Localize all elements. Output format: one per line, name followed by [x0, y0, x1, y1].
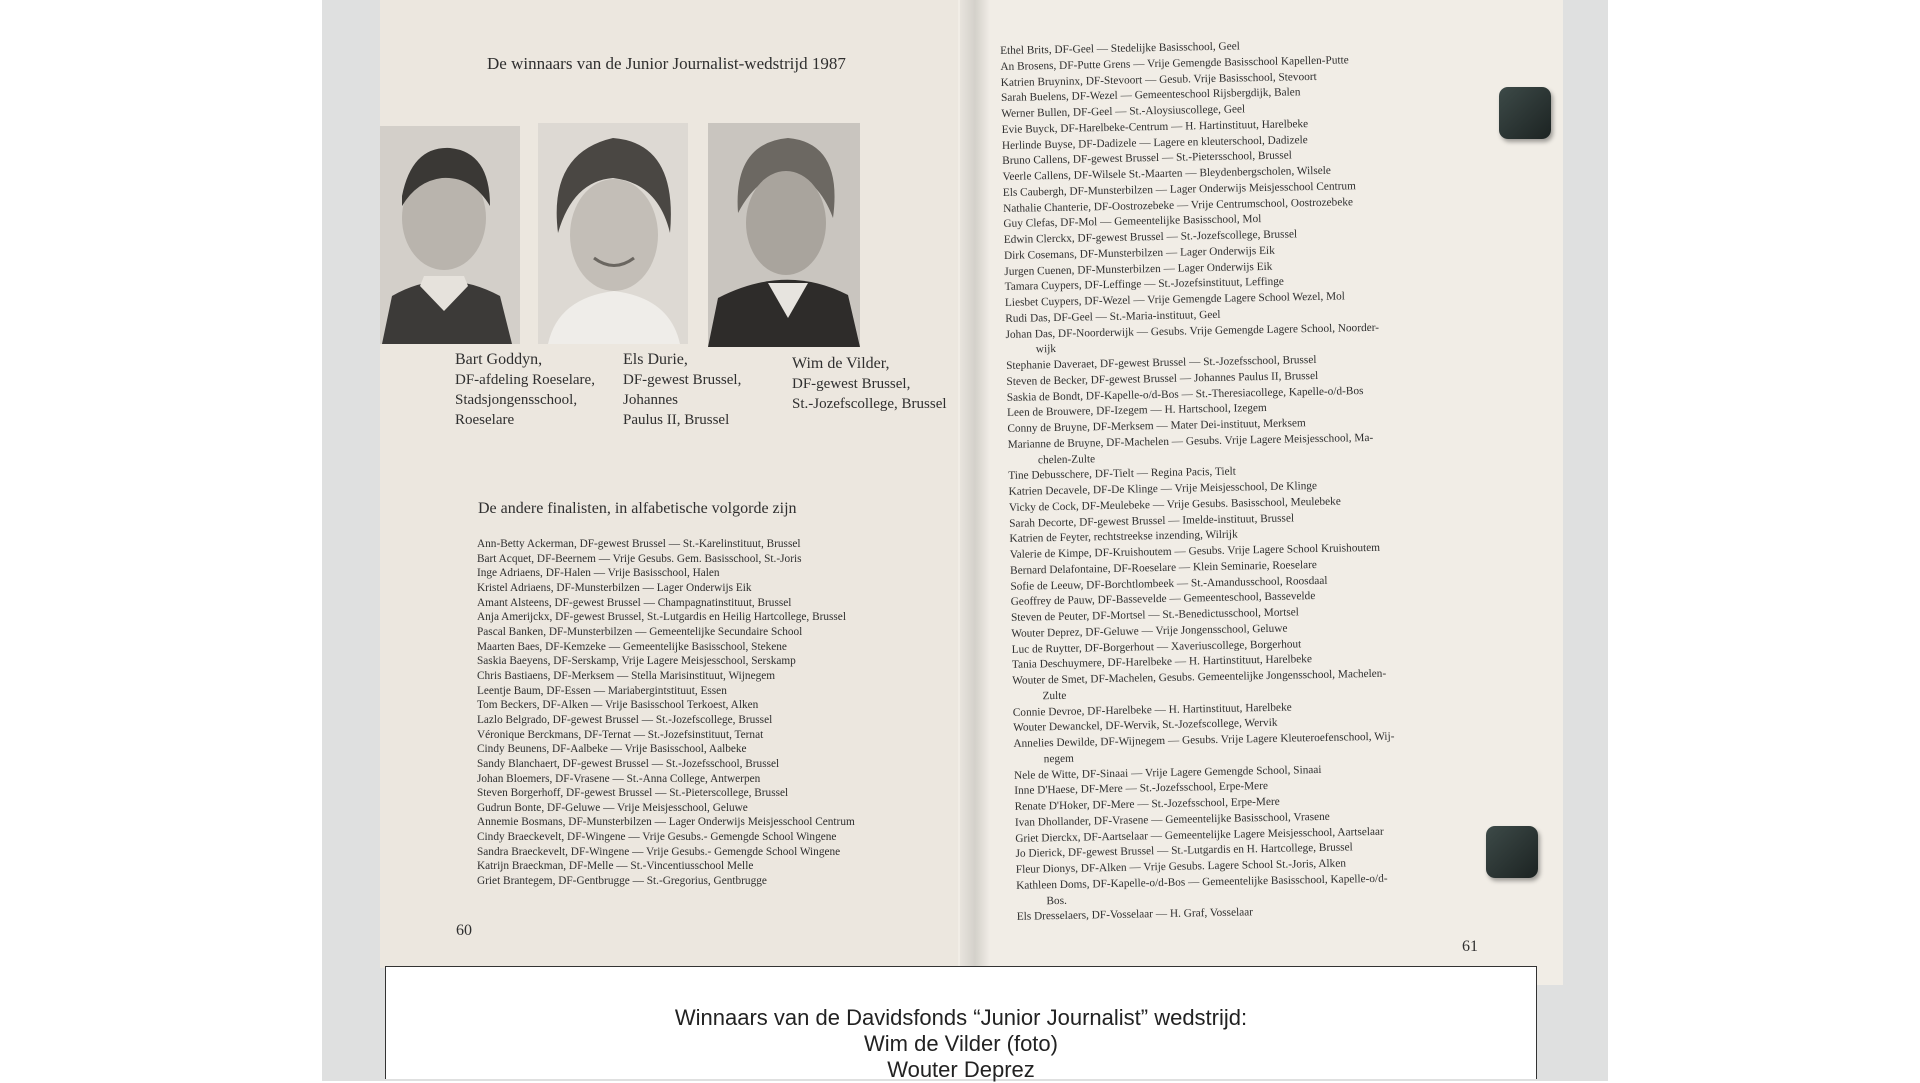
left-page	[380, 0, 975, 968]
list-item: Ethel Brits, DF-Geel — Stedelijke Basisschool, Geel	[1000, 40, 1240, 57]
list-item: Griet Brantegem, DF-Gentbrugge — St.-Gregorius, Gentbrugge	[477, 875, 767, 888]
list-item: Marianne de Bruyne, DF-Machelen — Gesubs. Vrije Lagere Meisjesschool, Ma-	[1007, 431, 1374, 451]
list-item: Conny de Bruyne, DF-Merksem — Mater Dei-instituut, Merksem	[1007, 417, 1306, 435]
finalists-list-left	[477, 537, 855, 889]
list-item: Cindy Beunens, DF-Aalbeke — Vrije Basisschool, Aalbeke	[477, 743, 747, 756]
portrait-image	[708, 123, 860, 347]
list-item: Connie Devroe, DF-Harelbeke — H. Hartinstituut, Harelbeke	[1012, 701, 1292, 719]
finalists-list-right	[1000, 37, 1398, 926]
caption-wim-de-vilder	[792, 354, 947, 414]
winner-detail: Roeselare	[455, 412, 515, 428]
list-item: Sofie de Leeuw, DF-Borchtlombeek — St.-Amandusschool, Roosdaal	[1010, 574, 1328, 593]
winner-detail: St.-Jozefscollege, Brussel	[792, 396, 947, 412]
list-item: Johan Bloemers, DF-Vrasene — St.-Anna College, Antwerpen	[477, 772, 761, 785]
list-item: Katrien Bruyninx, DF-Stevoort — Gesub. Vrije Basisschool, Stevoort	[1000, 70, 1317, 89]
list-item: Inne D'Haese, DF-Mere — St.-Jozefsschool, Erpe-Mere	[1014, 780, 1269, 798]
list-item: Steven de Becker, DF-gewest Brussel — Johannes Paulus II, Brussel	[1006, 369, 1319, 388]
page-number-left: 60	[456, 922, 472, 939]
list-item: Véronique Berckmans, DF-Ternat — St.-Jozefsinstituut, Ternat	[477, 728, 764, 741]
list-item: Annelies Dewilde, DF-Wijnegem — Gesubs. Vrije Lagere Kleuteroefenschool, Wij-	[1013, 730, 1395, 750]
list-item: Edwin Clerckx, DF-gewest Brussel — St.-Jozefscollege, Brussel	[1003, 228, 1298, 246]
list-item: Katrijn Braeckman, DF-Melle — St.-Vincentiusschool Melle	[477, 860, 754, 873]
list-item: Bruno Callens, DF-gewest Brussel — St.-Pietersschool, Brussel	[1002, 149, 1292, 168]
photo-els-durie	[538, 123, 688, 344]
list-item: Nele de Witte, DF-Sinaai — Vrije Lagere Gemengde School, Sinaai	[1013, 763, 1322, 782]
list-item: Sandy Blanchaert, DF-gewest Brussel — St.-Jozefsschool, Brussel	[477, 757, 780, 770]
list-item-continuation: wijk	[1035, 343, 1057, 356]
page-number-right: 61	[1462, 938, 1478, 955]
list-item: Wouter de Smet, DF-Machelen, Gesubs. Gemeentelijke Jongensschool, Machelen-	[1012, 667, 1387, 687]
list-item: Valerie de Kimpe, DF-Kruishoutem — Gesubs. Vrije Lagere School Kruishoutem	[1009, 541, 1381, 561]
list-item: Liesbet Cuypers, DF-Wezel — Vrije Gemengde Lagere School Wezel, Mol	[1004, 290, 1346, 309]
photo-wim-de-vilder	[708, 123, 860, 347]
caption-line-2: Wim de Vilder (foto)	[864, 1031, 1058, 1056]
list-item: Inge Adriaens, DF-Halen — Vrije Basisschool, Halen	[477, 567, 720, 580]
list-item: Leen de Brouwere, DF-Izegem — H. Hartschool, Izegem	[1006, 402, 1267, 420]
list-item: Rudi Das, DF-Geel — St.-Maria-instituut, Geel	[1005, 308, 1221, 325]
list-item: Kristel Adriaens, DF-Munsterbilzen — Lager Onderwijs Eik	[477, 581, 752, 594]
winner-name: Bart Goddyn,	[455, 351, 543, 368]
list-item: Griet Dierckx, DF-Aartselaar — Gemeentelijke Lagere Meisjesschool, Aartselaar	[1015, 825, 1384, 845]
list-item: Lazlo Belgrado, DF-gewest Brussel — St.-Jozefscollege, Brussel	[477, 713, 773, 726]
list-item: Wouter Dewanckel, DF-Wervik, St.-Jozefscollege, Wervik	[1013, 717, 1278, 735]
caption-bart-goddyn	[455, 350, 595, 430]
winner-detail: DF-gewest Brussel,	[792, 376, 911, 392]
binder-clip-icon	[1486, 826, 1538, 878]
list-item: Gudrun Bonte, DF-Geluwe — Vrije Meisjesschool, Geluwe	[477, 801, 748, 814]
list-item: Els Caubergh, DF-Munsterbilzen — Lager Onderwijs Meisjesschool Centrum	[1002, 179, 1356, 199]
winner-detail: Paulus II, Brussel	[623, 412, 730, 428]
photo-bart-goddyn	[380, 126, 520, 344]
list-item: Dirk Cosemans, DF-Munsterbilzen — Lager Onderwijs Eik	[1003, 244, 1275, 262]
list-item: Saskia Baeyens, DF-Serskamp, Vrije Lagere Meisjesschool, Serskamp	[477, 655, 796, 668]
list-item: Geoffrey de Pauw, DF-Bassevelde — Gemeenteschool, Bassevelde	[1010, 590, 1316, 609]
list-item: Sarah Decorte, DF-gewest Brussel — Imelde-instituut, Brussel	[1009, 511, 1295, 530]
list-item-continuation: Bos.	[1046, 894, 1067, 907]
list-item: Annemie Bosmans, DF-Munsterbilzen — Lager Onderwijs Meisjesschool Centrum	[477, 816, 855, 829]
list-item: Tania Deschuymere, DF-Harelbeke — H. Hartinstituut, Harelbeke	[1011, 653, 1313, 672]
right-page	[958, 0, 1563, 985]
winners-title: De winnaars van de Junior Journalist-wedstrijd 1987	[487, 54, 846, 73]
list-item: Bernard Delafontaine, DF-Roeselare — Klein Seminarie, Roeselare	[1009, 558, 1317, 577]
portrait-image	[538, 123, 688, 344]
list-item: Herlinde Buyse, DF-Dadizele — Lagere en kleuterschool, Dadizele	[1001, 133, 1308, 152]
list-item: Guy Clefas, DF-Mol — Gemeentelijke Basisschool, Mol	[1003, 213, 1262, 231]
list-item-continuation: negem	[1043, 752, 1074, 766]
list-item: Renate D'Hoker, DF-Mere — St.-Jozefsschool, Erpe-Mere	[1014, 795, 1280, 813]
list-item: Tamara Cuypers, DF-Leffinge — St.-Jozefsinstituut, Leffinge	[1004, 275, 1285, 294]
list-item: Nathalie Chanterie, DF-Oostrozebeke — Vrije Centrumschool, Oostrozebeke	[1003, 195, 1354, 215]
list-item: Sarah Buelens, DF-Wezel — Gemeenteschool Rijsbergdijk, Balen	[1000, 86, 1301, 105]
portrait-image	[380, 126, 520, 344]
list-item: Jo Dierick, DF-gewest Brussel — St.-Lutgardis en H. Hartcollege, Brussel	[1015, 841, 1353, 861]
caption-els-durie	[623, 350, 741, 430]
winner-name: Wim de Vilder,	[792, 355, 890, 372]
winner-detail: Stadsjongensschool,	[455, 392, 578, 408]
list-item-continuation: Zulte	[1042, 689, 1067, 703]
list-item: Tine Debusschere, DF-Tielt — Regina Pacis, Tielt	[1008, 465, 1236, 483]
list-item: Steven de Peuter, DF-Mortsel — St.-Benedictusschool, Mortsel	[1010, 606, 1299, 624]
list-item: Jurgen Cuenen, DF-Munsterbilzen — Lager Onderwijs Eik	[1004, 260, 1273, 278]
list-item: Werner Bullen, DF-Geel — St.-Aloysiuscollege, Geel	[1001, 103, 1246, 120]
list-item: Els Dresselaers, DF-Vosselaar — H. Graf, Vosselaar	[1016, 906, 1254, 924]
list-item: Katrien de Feyter, rechtstreekse inzending, Wilrijk	[1009, 528, 1238, 546]
list-item: Tom Beckers, DF-Alken — Vrije Basisschool Terkoest, Alken	[477, 699, 759, 712]
list-item: Wouter Deprez, DF-Geluwe — Vrije Jongensschool, Geluwe	[1011, 622, 1288, 640]
list-item: Amant Alsteens, DF-gewest Brussel — Champagnatinstituut, Brussel	[477, 596, 792, 609]
list-item: Leentje Baum, DF-Essen — Mariabergintstituut, Essen	[477, 684, 727, 697]
finalists-heading: De andere finalisten, in alfabetische volgorde zijn	[478, 500, 797, 517]
list-item: Vicky de Cock, DF-Meulebeke — Vrije Gesubs. Basisschool, Meulebeke	[1008, 495, 1341, 514]
list-item-continuation: chelen-Zulte	[1037, 452, 1096, 466]
list-item: Kathleen Doms, DF-Kapelle-o/d-Bos — Gemeentelijke Basisschool, Kapelle-o/d-	[1016, 872, 1388, 892]
winner-detail: Johannes	[623, 392, 678, 408]
list-item: Sandra Braeckevelt, DF-Wingene — Vrije Gesubs.- Gemengde School Wingene	[477, 845, 841, 858]
list-item: Saskia de Bondt, DF-Kapelle-o/d-Bos — St.-Theresiacollege, Kapelle-o/d-Bos	[1006, 384, 1364, 404]
winner-name: Els Durie,	[623, 351, 688, 368]
caption-line-3: Wouter Deprez	[887, 1057, 1035, 1082]
list-item: Stephanie Daveraet, DF-gewest Brussel — St.-Jozefsschool, Brussel	[1006, 353, 1317, 372]
list-item: Evie Buyck, DF-Harelbeke-Centrum — H. Hartinstituut, Harelbeke	[1001, 117, 1309, 136]
caption-line-1: Winnaars van de Davidsfonds “Junior Journalist” wedstrijd:	[674, 1005, 1248, 1030]
list-item: Luc de Ruytter, DF-Borgerhout — Xaveriuscollege, Borgerhout	[1011, 637, 1302, 656]
list-item: Bart Acquet, DF-Beernem — Vrije Gesubs. Gem. Basisschool, St.-Joris	[477, 552, 802, 565]
list-item: Anja Amerijckx, DF-gewest Brussel, St.-Lutgardis en Heilig Hartcollege, Brussel	[477, 611, 846, 624]
list-item: Johan Das, DF-Noorderwijk — Gesubs. Vrije Gemengde Lagere School, Noorder-	[1005, 321, 1380, 341]
list-item: Katrien Decavele, DF-De Klinge — Vrije Meisjesschool, De Klinge	[1008, 479, 1318, 498]
list-item: Fleur Dionys, DF-Alken — Vrije Gesubs. Lagere School St.-Joris, Alken	[1015, 857, 1347, 876]
book-gutter	[960, 0, 990, 975]
binder-clip-icon	[1499, 87, 1551, 139]
list-item: Chris Bastiaens, DF-Merksem — Stella Marisinstituut, Wijnegem	[477, 669, 776, 682]
list-item: Ann-Betty Ackerman, DF-gewest Brussel — St.-Karelinstituut, Brussel	[477, 538, 801, 550]
winner-detail: DF-gewest Brussel,	[623, 372, 742, 388]
list-item: Veerle Callens, DF-Wilsele St.-Maarten — Bleydenbergscholen, Wilsele	[1002, 164, 1332, 183]
winner-detail: DF-afdeling Roeselare,	[455, 372, 595, 388]
list-item: Pascal Banken, DF-Munsterbilzen — Gemeentelijke Secundaire School	[477, 625, 803, 638]
list-item: An Brosens, DF-Putte Grens — Vrije Gemengde Basisschool Kapellen-Putte	[1000, 54, 1349, 73]
list-item: Maarten Baes, DF-Kemzeke — Gemeentelijke Basisschool, Stekene	[477, 640, 787, 653]
list-item: Steven Borgerhoff, DF-gewest Brussel — St.-Pieterscollege, Brussel	[477, 787, 789, 800]
caption-note	[385, 966, 1537, 1082]
list-item: Cindy Braeckevelt, DF-Wingene — Vrije Gesubs.- Gemengde School Wingene	[477, 831, 837, 844]
list-item: Ivan Dhollander, DF-Vrasene — Gemeentelijke Basisschool, Vrasene	[1014, 810, 1330, 829]
